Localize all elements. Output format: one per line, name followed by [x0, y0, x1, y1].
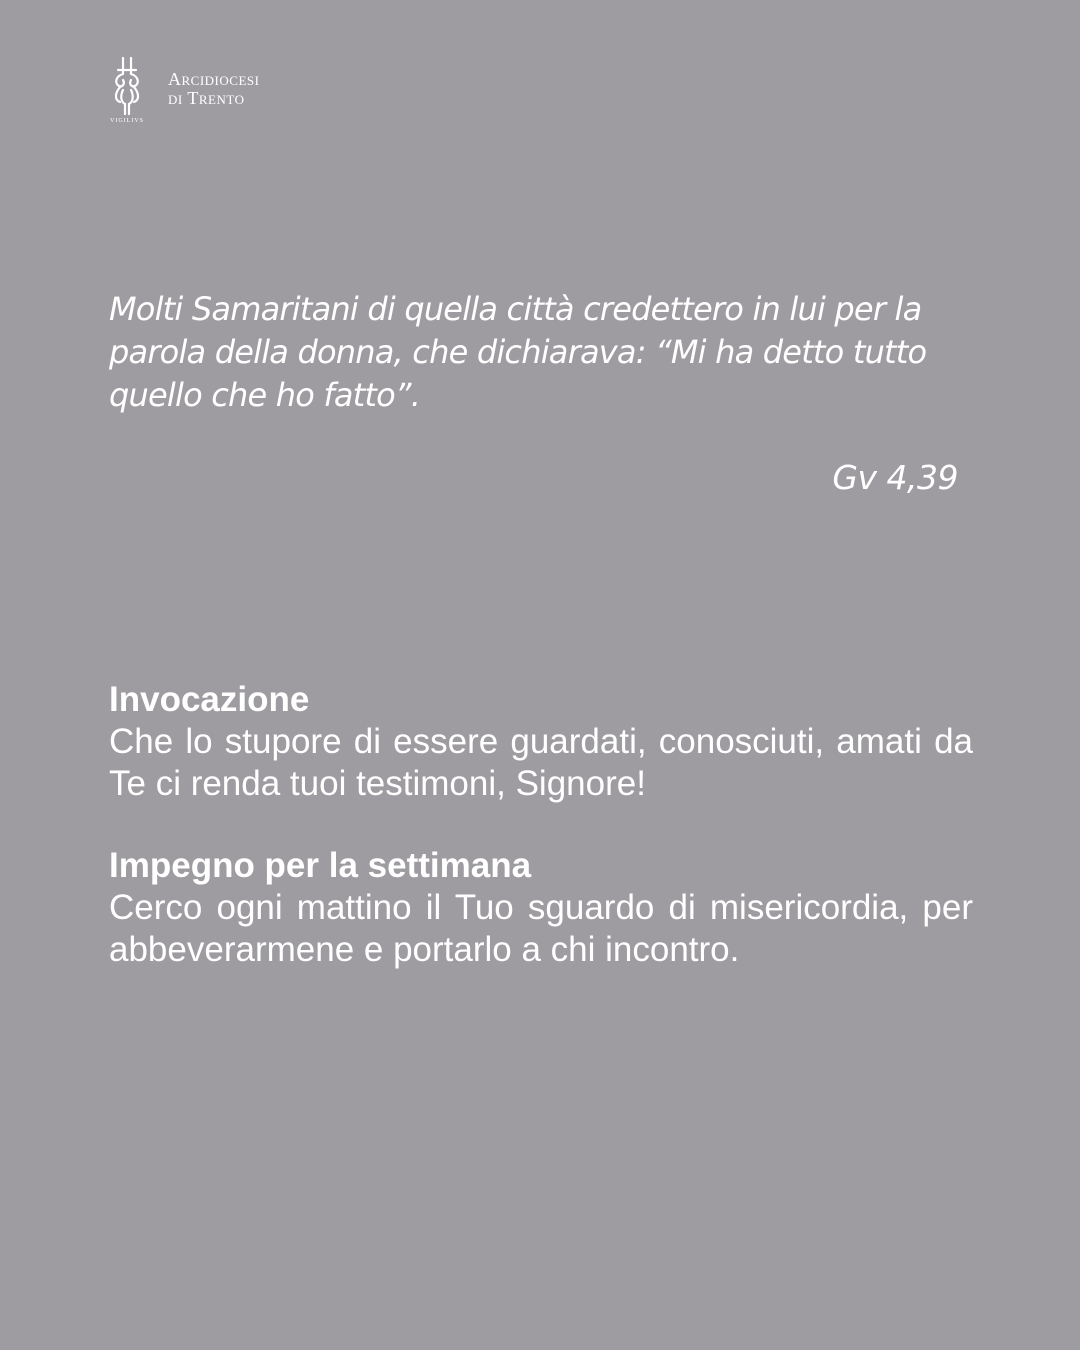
logo-subtitle: VIGILIVS [110, 118, 144, 124]
scripture-reference: Gv 4,39 [832, 458, 958, 497]
invocation-title: Invocazione [109, 680, 310, 719]
logo-line-2: di Trento [168, 88, 245, 108]
scripture-quote: Molti Samaritani di quella città credettero in lui per la parola della donna, che dichiarava: “Mi ha detto tutto quello che ho fatto”. [109, 290, 927, 414]
archdiocese-logo [104, 56, 324, 130]
invocation-text: Che lo stupore di essere guardati, conosciuti, amati da Te ci renda tuoi testimoni, Signore! [109, 722, 973, 803]
commitment-title: Impegno per la settimana [109, 846, 532, 885]
commitment-text: Cerco ogni mattino il Tuo sguardo di misericordia, per abbeverarmene e portarlo a chi incontro. [109, 888, 973, 969]
logo-wordmark [168, 70, 259, 108]
invocation-section [109, 679, 973, 805]
logo-line-1: Arcidiocesi [168, 69, 260, 89]
weekly-commitment-section [109, 845, 973, 971]
